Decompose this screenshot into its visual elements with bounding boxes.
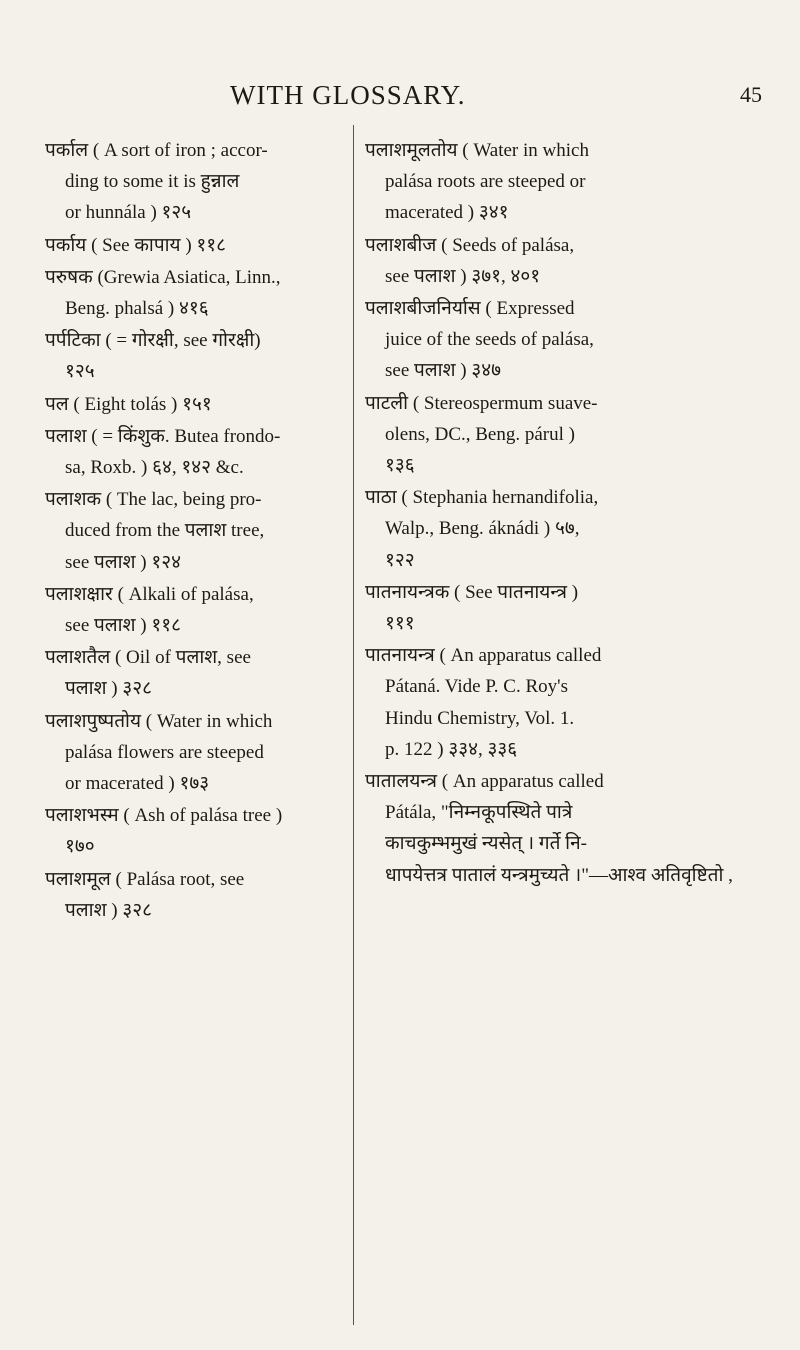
glossary-entry-continuation: Walp., Beng. áknádi ) ५७, [385,518,580,540]
glossary-entry-head: पल ( Eight tolás ) १५१ [45,393,212,415]
glossary-left-column [45,135,345,927]
glossary-entry-continuation: macerated ) ३४१ [385,202,509,224]
glossary-entry [45,421,345,483]
glossary-entry-head: पलाशबीज ( Seeds of palása, [365,234,575,256]
glossary-entry-head: पर्पटिका ( = गोरक्षी, see गोरक्षी) [45,330,261,352]
glossary-entry-continuation: palása roots are steeped or [385,171,586,193]
glossary-entry-continuation: १२२ [385,549,415,571]
glossary-entry [45,642,345,704]
glossary-entry-continuation: १३६ [385,455,415,477]
glossary-entry-head: पलाश ( = किंशुक. Butea frondo- [45,425,281,447]
glossary-entry-continuation: ding to some it is हुन्नाल [65,171,240,193]
glossary-entry [45,325,345,387]
running-head: WITH GLOSSARY. [230,80,466,110]
glossary-entry-head: पलाशमूलतोय ( Water in which [365,140,589,161]
glossary-entry [45,135,345,229]
glossary-entry-continuation: p. 122 ) ३३४, ३३६ [385,738,518,760]
glossary-entry-continuation: or hunnála ) १२५ [65,202,192,224]
glossary-entry [365,135,770,229]
glossary-entry-continuation: or macerated ) १७३ [65,773,210,795]
glossary-entry-continuation: sa, Roxb. ) ६४, १४२ &c. [65,457,244,479]
glossary-entry-continuation: juice of the seeds of palása, [385,329,594,351]
glossary-entry [365,230,770,292]
glossary-entry-head: पलाशमूल ( Palása root, see [45,868,245,890]
glossary-entry-continuation: olens, DC., Beng. párul ) [385,423,575,445]
glossary-entry [45,864,345,926]
glossary-entry-continuation: पलाश ) ३२८ [65,678,152,700]
glossary-entry-continuation: १७० [65,836,95,858]
glossary-entry-continuation: १११ [385,613,415,635]
glossary-entry-continuation: see पलाश ) ११८ [65,615,181,637]
glossary-entry [365,640,770,765]
page-header [0,80,800,110]
glossary-entry-continuation: पलाश ) ३२८ [65,899,152,921]
glossary-entry [45,230,345,261]
glossary-entry-continuation: palása flowers are steeped [65,741,264,763]
glossary-entry [45,800,345,862]
glossary-entry-head: पलाशबीजनिर्यास ( Expressed [365,298,575,320]
glossary-entry-continuation: see पलाश ) १२४ [65,551,181,573]
glossary-entry-head: पलाशभस्म ( Ash of palása tree ) [45,805,283,827]
glossary-entry-head: पातनायन्त्र ( An apparatus called [365,645,602,667]
glossary-entry [365,766,770,891]
glossary-entry-continuation: see पलाश ) ३७१, ४०१ [385,265,541,287]
glossary-entry [365,482,770,576]
glossary-entry-head: पर्काल ( A sort of iron ; accor- [45,140,268,161]
glossary-entry-continuation: Pátála, "निम्नकूपस्थिते पात्रे [385,802,573,824]
glossary-entry [45,484,345,578]
glossary-entry [45,579,345,641]
column-divider [353,125,354,1325]
glossary-entry [365,577,770,639]
glossary-entry-head: परुषक (Grewia Asiatica, Linn., [45,266,281,288]
glossary-entry [45,262,345,324]
glossary-entry-continuation: Pátaná. Vide P. C. Roy's [385,676,568,698]
glossary-entry-continuation: काचकुम्भमुखं न्यसेत् । गर्ते नि- [385,833,587,855]
glossary-entry-continuation: duced from the पलाश tree, [65,520,265,542]
glossary-entry-head: पलाशक ( The lac, being pro- [45,489,262,511]
glossary-entry-continuation: see पलाश ) ३४७ [385,360,501,382]
glossary-entry [45,389,345,420]
glossary-entry [45,706,345,800]
page-number: 45 [740,82,762,107]
glossary-entry [365,293,770,387]
glossary-entry-continuation: धापयेत्तत्र पातालं यन्त्रमुच्यते ।"—आश्व अतिवृष्टितो , [385,864,733,886]
glossary-entry-head: पलाशपुष्पतोय ( Water in which [45,710,273,732]
glossary-entry-head: पलाशतैल ( Oil of पलाश, see [45,647,251,669]
glossary-entry-continuation: १२५ [65,361,95,383]
glossary-right-column [365,135,770,892]
glossary-entry-head: पाठा ( Stephania hernandifolia, [365,487,599,509]
glossary-entry [365,388,770,482]
glossary-entry-head: पर्काय ( See कापाय ) ११८ [45,234,227,256]
glossary-entry-continuation: Beng. phalsá ) ४१६ [65,298,209,320]
glossary-entry-head: पातालयन्त्र ( An apparatus called [365,771,604,793]
glossary-entry-head: पाटली ( Stereospermum suave- [365,392,598,414]
glossary-entry-continuation: Hindu Chemistry, Vol. 1. [385,707,575,729]
glossary-entry-head: पलाशक्षार ( Alkali of palása, [45,583,254,605]
glossary-entry-head: पातनायन्त्रक ( See पातनायन्त्र ) [365,581,579,603]
